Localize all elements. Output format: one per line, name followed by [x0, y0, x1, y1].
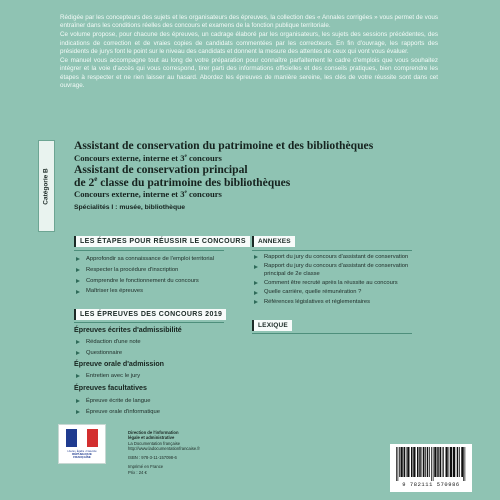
facultatives-title: Épreuves facultatives: [74, 384, 147, 392]
annexes-list: [252, 254, 422, 308]
triangle-bullet-icon: [76, 279, 80, 283]
category-label: Catégorie B: [43, 167, 51, 205]
imprint-line: Direction de l'information: [128, 430, 179, 435]
list-item: Comprendre le fonctionnement du concours: [74, 278, 224, 285]
list-item: Références législatives et réglementaires: [252, 299, 422, 306]
list-item: Quelle carrière, quelle rémunération ?: [252, 289, 422, 296]
barcode: [390, 444, 472, 492]
concours-2: Concours externe, interne et 3e concours: [74, 189, 222, 199]
logo-motto: Liberté • Égalité • Fraternité: [67, 450, 97, 453]
orale-title: Épreuve orale d'admission: [74, 360, 164, 368]
list-item: Rapport du jury du concours d'assistant de conservation: [252, 254, 422, 261]
triangle-bullet-icon: [76, 257, 80, 261]
imprint-line: La Documentation française: [128, 440, 181, 446]
triangle-bullet-icon: [76, 374, 80, 378]
list-item: Rédaction d'une note: [74, 339, 224, 346]
imprint-line: ISBN : 978-3-11-157098-6: [128, 455, 177, 461]
list-item: Comment être recruté après la réussite au concours: [252, 280, 422, 287]
triangle-bullet-icon: [76, 290, 80, 294]
list-item: Rapport du jury du concours d'assistant de conservation principal de 2e classe: [252, 263, 422, 277]
intro-paragraph: Rédigée par les concepteurs des sujets et les organisateurs des épreuves, la collection des « Annales corrigées » vous permet de vous entraîner dans les conditions réelles des concours et examens de la fonction publique territoriale.: [60, 14, 438, 30]
triangle-bullet-icon: [254, 265, 258, 269]
title-1: Assistant de conservation du patrimoine et des bibliothèques: [74, 139, 374, 152]
etapes-rule: [74, 250, 224, 251]
epreuves-header: LES ÉPREUVES DES CONCOURS 2019: [74, 309, 226, 320]
list-item: Épreuve écrite de langue: [74, 398, 224, 405]
barcode-bars: [394, 447, 468, 481]
intro-text: [60, 14, 438, 91]
title-block: [74, 140, 474, 211]
etapes-header: LES ÉTAPES POUR RÉUSSIR LE CONCOURS: [74, 236, 250, 247]
triangle-bullet-icon: [254, 300, 258, 304]
imprint: [128, 430, 248, 475]
lexique-header: LEXIQUE: [252, 320, 292, 331]
triangle-bullet-icon: [254, 281, 258, 285]
list-item: Questionnaire: [74, 350, 224, 357]
tricolor-flag-icon: [66, 429, 98, 447]
imprint-line: Prix : 24 €: [128, 469, 147, 475]
triangle-bullet-icon: [76, 351, 80, 355]
intro-paragraph: Ce volume propose, pour chacune des épreuves, un cadrage élaboré par les organisateurs, les sujets des sessions précédentes, des indications de correction et de vraies copies de candidats commentées par les correcteurs. En fin d'ouvrage, les rapports des présidents de jurys font le point sur le niveau des candidats et donnent la mesure des attentes de ceux qui vont vous évaluer.: [60, 31, 438, 56]
list-item: Épreuve orale d'informatique: [74, 409, 224, 416]
logo-republique: RÉPUBLIQUE FRANÇAISE: [72, 452, 92, 460]
triangle-bullet-icon: [76, 340, 80, 344]
triangle-bullet-icon: [76, 410, 80, 414]
marianne-logo: [58, 424, 106, 464]
annexes-header: ANNEXES: [252, 236, 295, 247]
epreuves-rule: [74, 322, 224, 323]
concours-1: Concours externe, interne et 3e concours: [74, 152, 222, 163]
ecrites-title: Épreuves écrites d'admissibilité: [74, 326, 182, 334]
title-2-line-1: Assistant de conservation principal: [74, 163, 248, 176]
barcode-number: 9 782111 570986: [402, 482, 460, 488]
orale-list: [74, 373, 224, 384]
triangle-bullet-icon: [254, 255, 258, 259]
etapes-list: [74, 256, 224, 299]
list-item: Respecter la procédure d'inscription: [74, 267, 224, 274]
intro-paragraph: Ce manuel vous accompagne tout au long de votre préparation pour connaître parfaitement le cadre d'emplois que vous souhaitez intégrer et la voie d'accès qui vous correspond, tirer parti des informations officielles et des conseils pratiques, bien comprendre les étapes à respecter et ne rien laisser au hasard. Abordez les épreuves de manière sereine, les clés de votre réussite sont dans cet ouvrage.: [60, 57, 438, 90]
category-tab: [38, 140, 55, 232]
ecrites-list: [74, 339, 224, 361]
triangle-bullet-icon: [76, 268, 80, 272]
title-2-line-2: de 2e classe du patrimoine des bibliothèques: [74, 174, 291, 189]
lexique-rule: [252, 333, 412, 334]
list-item: Maîtriser les épreuves: [74, 288, 224, 295]
annexes-rule: [252, 250, 412, 251]
list-item: Approfondir sa connaissance de l'emploi territorial: [74, 256, 224, 263]
imprint-line: Imprimé en France: [128, 464, 164, 470]
list-item: Entretien avec le jury: [74, 373, 224, 380]
specialites: Spécialités I : musée, bibliothèque: [74, 203, 186, 211]
triangle-bullet-icon: [254, 291, 258, 295]
triangle-bullet-icon: [76, 399, 80, 403]
imprint-line: http://www.ladocumentationfrancaise.fr: [128, 445, 200, 451]
facultatives-list: [74, 398, 224, 420]
imprint-line: légale et administrative: [128, 435, 175, 441]
